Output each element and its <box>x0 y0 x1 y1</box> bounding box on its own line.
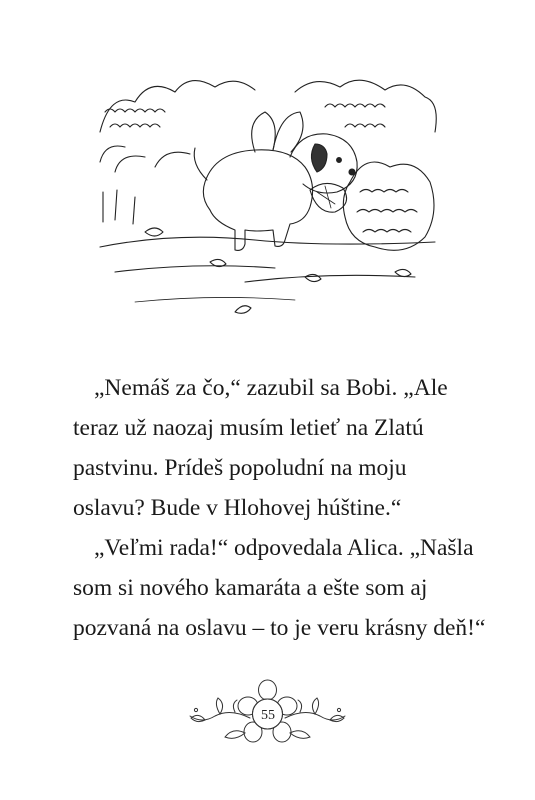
page-number: 55 <box>261 708 275 723</box>
text-line: pastvinu. Prídeš popoludní na moju <box>73 455 407 481</box>
text-line: „Veľmi rada!“ odpovedala Alica. „Našla <box>94 535 474 561</box>
text-line: teraz už naozaj musím letieť na Zlatú <box>73 415 424 441</box>
text-line: oslavu? Bude v Hlohovej húštine.“ <box>73 495 402 521</box>
paragraph <box>73 528 486 648</box>
paragraph <box>73 368 473 528</box>
text-line: pozvaná na oslavu – to je veru krásny deň!“ <box>73 615 486 641</box>
text-line: „Nemáš za čo,“ zazubil sa Bobi. „Ale <box>94 375 448 401</box>
text-line: som si nového kamaráta a ešte som aj <box>73 575 428 601</box>
puppy-with-wings-carrying-leaves-icon <box>95 72 440 328</box>
story-text <box>73 368 486 648</box>
chapter-illustration <box>95 72 440 328</box>
